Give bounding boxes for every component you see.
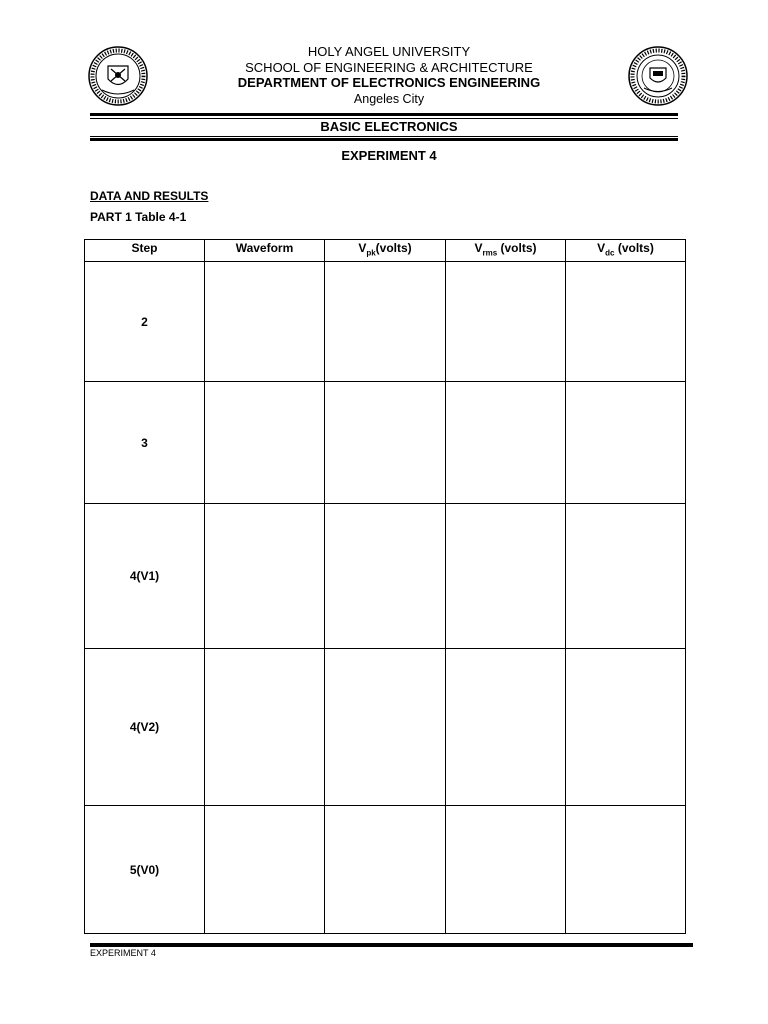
header-rule-thick — [90, 113, 678, 116]
vrms-cell — [446, 649, 566, 806]
vdc-cell — [566, 504, 686, 649]
university-name: HOLY ANGEL UNIVERSITY — [307, 44, 471, 59]
section-title: DATA AND RESULTS — [90, 189, 209, 203]
column-header-label: Step — [131, 241, 158, 255]
vpk-cell — [325, 382, 446, 504]
vrms-cell — [446, 262, 566, 382]
course-rule-thick — [90, 138, 678, 141]
column-header-waveform — [205, 240, 325, 262]
city-name: Angeles City — [353, 92, 425, 106]
column-header-subscript: dc — [605, 248, 615, 258]
step-cell: 2 — [85, 262, 205, 382]
column-header-unit: (volts) — [497, 241, 537, 255]
table-row — [85, 504, 686, 649]
column-header-label: V — [358, 241, 367, 255]
vdc-cell — [566, 262, 686, 382]
waveform-cell — [205, 806, 325, 934]
college-seal-icon — [628, 46, 688, 106]
results-table — [84, 239, 686, 934]
vdc-cell — [566, 806, 686, 934]
column-header-subscript: pk — [366, 248, 376, 258]
vdc-cell — [566, 649, 686, 806]
column-header-label: V — [474, 241, 483, 255]
vpk-cell — [325, 262, 446, 382]
table-header-row — [85, 240, 686, 262]
vrms-cell — [446, 806, 566, 934]
step-cell: 3 — [85, 382, 205, 504]
table-row — [85, 382, 686, 504]
waveform-cell — [205, 262, 325, 382]
footer-label: EXPERIMENT 4 — [90, 948, 156, 958]
column-header-vrms — [446, 240, 566, 262]
vpk-cell — [325, 806, 446, 934]
table-row — [85, 649, 686, 806]
vpk-cell — [325, 649, 446, 806]
column-header-step — [85, 240, 205, 262]
table-row — [85, 262, 686, 382]
footer-rule — [90, 943, 693, 947]
column-header-subscript: rms — [482, 248, 498, 258]
vrms-cell — [446, 504, 566, 649]
letterhead — [200, 44, 578, 107]
waveform-cell — [205, 649, 325, 806]
vdc-cell — [566, 382, 686, 504]
part-title: PART 1 Table 4-1 — [90, 210, 187, 224]
table-row — [85, 806, 686, 934]
column-header-label: V — [597, 241, 606, 255]
course-title: BASIC ELECTRONICS — [320, 119, 458, 134]
column-header-vdc — [566, 240, 686, 262]
experiment-title: EXPERIMENT 4 — [341, 148, 437, 163]
waveform-cell — [205, 504, 325, 649]
step-cell: 5(V0) — [85, 806, 205, 934]
column-header-unit: (volts) — [614, 241, 654, 255]
vpk-cell — [325, 504, 446, 649]
column-header-unit: (volts) — [375, 241, 412, 255]
course-rule-thin — [90, 136, 678, 137]
column-header-label: Waveform — [235, 241, 294, 255]
waveform-cell — [205, 382, 325, 504]
vrms-cell — [446, 382, 566, 504]
step-cell: 4(V1) — [85, 504, 205, 649]
school-name: SCHOOL OF ENGINEERING & ARCHITECTURE — [245, 59, 533, 75]
department-name: DEPARTMENT OF ELECTRONICS ENGINEERING — [237, 75, 541, 90]
step-cell: 4(V2) — [85, 649, 205, 806]
university-seal-icon — [88, 46, 148, 106]
column-header-vpk — [325, 240, 446, 262]
